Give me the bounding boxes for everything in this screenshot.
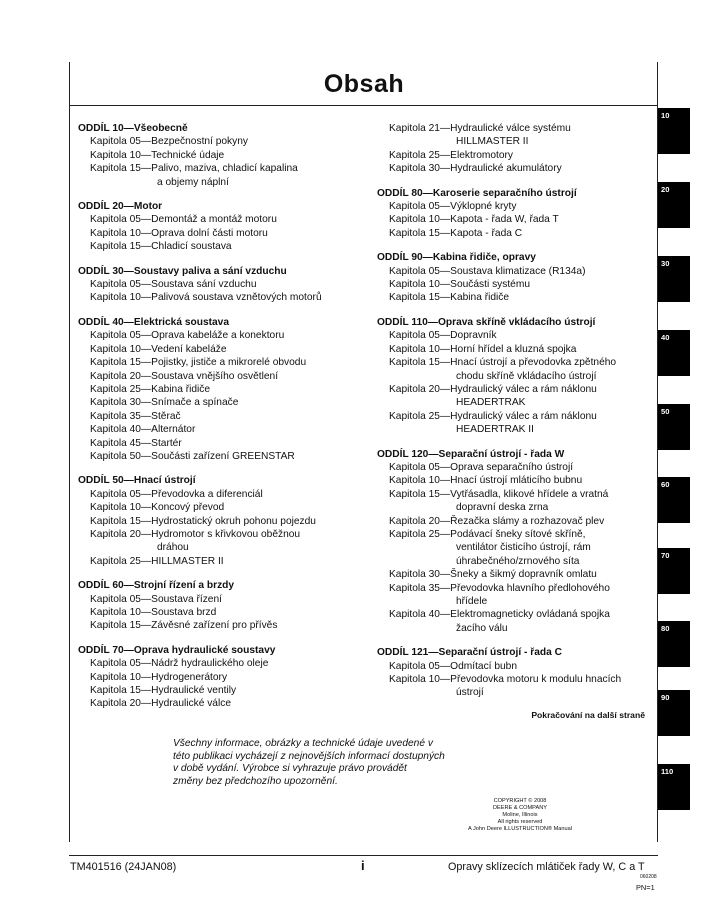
section-tab-110: 110 [658, 764, 690, 810]
chapter-label: Kapitola 05—Převodovka a diferenciál [90, 488, 263, 500]
chapter-entry [78, 291, 368, 304]
manual-title: Opravy sklízecích mlátiček řady W, C a T [448, 861, 645, 873]
toc-section [78, 316, 368, 463]
section-title: ODDÍL 90—Kabina řidiče, opravy [377, 252, 536, 264]
chapter-entry [377, 383, 657, 410]
chapter-label: Kapitola 15—Závěsné zařízení pro přívěs [90, 620, 278, 632]
chapter-entry [377, 213, 657, 226]
chapter-label: Kapitola 25—HILLMASTER II [90, 555, 224, 567]
left-border-line [69, 62, 70, 842]
chapter-label: Kapitola 25—Podávací šneky sítové skříně, [389, 528, 586, 540]
disclaimer-line: v době vydání. Výrobce si vyhrazuje právo provádět [173, 763, 407, 775]
chapter-label: Kapitola 10—Koncový převod [90, 502, 225, 514]
section-title: ODDÍL 40—Elektrická soustava [78, 316, 229, 328]
chapter-entry [78, 555, 368, 568]
footer-code: 060208 [640, 874, 657, 880]
chapter-label: Kapitola 10—Palivová soustava vznětových motorů [90, 292, 322, 304]
chapter-label: Kapitola 15—Kabina řidiče [389, 292, 510, 304]
chapter-entry [377, 227, 657, 240]
chapter-entry [78, 135, 368, 148]
copyright-line: Moline, Illinois [502, 812, 538, 818]
toc-left-column [78, 122, 368, 722]
copyright-block [420, 798, 620, 833]
copyright-line: COPYRIGHT © 2008 [493, 798, 547, 804]
chapter-entry [78, 343, 368, 356]
chapter-label: Kapitola 05—Výklopné kryty [389, 201, 517, 213]
chapter-entry [377, 608, 657, 635]
toc-section [78, 200, 368, 254]
page-number: i [361, 858, 365, 873]
toc-section [78, 579, 368, 633]
chapter-label: Kapitola 05—Soustava sání vzduchu [90, 279, 257, 291]
chapter-label: Kapitola 25—Hydraulický válec a rám náklonu [389, 410, 597, 422]
chapter-label-continued: ventilátor čisticího ústrojí, rám [456, 542, 591, 554]
chapter-label-continued: dráhou [157, 542, 189, 554]
section-title: ODDÍL 121—Separační ústrojí - řada C [377, 647, 562, 659]
page-code: PN=1 [636, 883, 655, 892]
chapter-entry [377, 673, 657, 700]
chapter-entry [78, 606, 368, 619]
chapter-label: Kapitola 10—Hydrogenerátory [90, 671, 228, 683]
chapter-entry [78, 396, 368, 409]
toc-section [78, 644, 368, 711]
chapter-label: Kapitola 20—Hydromotor s křivkovou oběžnou [90, 528, 301, 540]
chapter-entry [377, 265, 657, 278]
footer-rule [69, 855, 658, 856]
section-tab-60: 60 [658, 477, 690, 523]
chapter-label: Kapitola 30—Hydraulické akumulátory [389, 163, 562, 175]
chapter-entry [377, 461, 657, 474]
chapter-entry [78, 410, 368, 423]
chapter-entry [377, 356, 657, 383]
disclaimer [173, 738, 503, 788]
toc-section [377, 122, 657, 176]
disclaimer-line: změny bez předchozího upozornění. [173, 775, 338, 787]
chapter-entry [78, 488, 368, 501]
section-title: ODDÍL 10—Všeobecně [78, 123, 188, 134]
section-tab-50: 50 [658, 404, 690, 450]
toc-section [78, 474, 368, 568]
toc-section [78, 122, 368, 189]
chapter-label: Kapitola 20—Hydraulické válce [90, 698, 231, 710]
chapter-label: Kapitola 10—Hnací ústrojí mláticího bubnu [389, 475, 583, 487]
chapter-label: Kapitola 15—Hydraulické ventily [90, 685, 237, 697]
section-tab-90: 90 [658, 690, 690, 736]
chapter-label-continued: chodu skříně vkládacího ústrojí [456, 370, 597, 382]
chapter-label: Kapitola 40—Alternátor [90, 424, 196, 436]
chapter-entry [78, 370, 368, 383]
chapter-label: Kapitola 05—Soustava řízení [90, 593, 222, 605]
toc-section [377, 316, 657, 437]
copyright-line: All rights reserved [497, 819, 543, 825]
section-title: ODDÍL 60—Strojní řízení a brzdy [78, 580, 235, 592]
page-title: Obsah [323, 70, 405, 98]
chapter-entry [78, 619, 368, 632]
chapter-label: Kapitola 10—Kapota - řada W, řada T [389, 214, 559, 226]
chapter-label: Kapitola 05—Bezpečnostní pokyny [90, 136, 249, 148]
chapter-entry [78, 515, 368, 528]
copyright-line: DEERE & COMPANY [493, 805, 547, 811]
chapter-entry [78, 450, 368, 463]
chapter-entry [78, 437, 368, 450]
chapter-entry [78, 593, 368, 606]
chapter-entry [377, 162, 657, 175]
chapter-label-continued: dopravní deska zrna [456, 502, 549, 514]
chapter-entry [377, 515, 657, 528]
chapter-label: Kapitola 15—Hydrostatický okruh pohonu pojezdu [90, 515, 316, 527]
chapter-label: Kapitola 35—Převodovka hlavního předlohového [389, 582, 610, 594]
copyright-line: A John Deere ILLUSTRUCTION® Manual [468, 826, 572, 832]
toc-right-column [377, 122, 657, 722]
chapter-label: Kapitola 20—Soustava vnějšího osvětlení [90, 370, 279, 382]
chapter-entry [78, 356, 368, 369]
chapter-entry [377, 122, 657, 149]
chapter-label-continued: ústrojí [456, 687, 484, 699]
chapter-label: Kapitola 05—Nádrž hydraulického oleje [90, 658, 269, 670]
toc-section [78, 265, 368, 305]
chapter-entry [377, 528, 657, 568]
chapter-entry [377, 291, 657, 304]
chapter-entry [78, 162, 368, 189]
chapter-label-continued: HEADERTRAK II [456, 424, 534, 436]
chapter-entry [78, 671, 368, 684]
chapter-entry [78, 149, 368, 162]
chapter-label: Kapitola 05—Oprava separačního ústrojí [389, 461, 574, 473]
chapter-entry [377, 568, 657, 581]
section-title: ODDÍL 110—Oprava skříně vkládacího ústrojí [377, 316, 596, 328]
chapter-entry [78, 657, 368, 670]
chapter-entry [377, 200, 657, 213]
chapter-label-continued: HEADERTRAK [456, 397, 526, 409]
chapter-label: Kapitola 15—Kapota - řada C [389, 227, 523, 239]
chapter-entry [78, 501, 368, 514]
section-title: ODDÍL 120—Separační ústrojí - řada W [377, 448, 565, 460]
section-title: ODDÍL 20—Motor [78, 201, 163, 213]
section-title: ODDÍL 30—Soustavy paliva a sání vzduchu [78, 265, 287, 277]
section-title: ODDÍL 50—Hnací ústrojí [78, 475, 196, 487]
chapter-label: Kapitola 20—Řezačka slámy a rozhazovač plev [389, 515, 605, 527]
chapter-label: Kapitola 10—Technické údaje [90, 149, 225, 161]
section-tab-30: 30 [658, 256, 690, 302]
chapter-label: Kapitola 10—Soustava brzd [90, 607, 217, 618]
chapter-label-continued: HILLMASTER II [456, 136, 529, 148]
chapter-label: Kapitola 10—Oprava dolní části motoru [90, 227, 268, 239]
chapter-label: Kapitola 05—Soustava klimatizace (R134a) [389, 265, 586, 277]
chapter-entry [377, 410, 657, 437]
chapter-label-continued: žacího válu [456, 622, 508, 634]
chapter-label: Kapitola 50—Součásti zařízení GREENSTAR [90, 450, 295, 462]
chapter-label: Kapitola 05—Dopravník [389, 330, 497, 342]
continued-note: Pokračování na další straně [531, 709, 645, 720]
chapter-entry [377, 329, 657, 342]
chapter-label: Kapitola 15—Hnací ústrojí a převodovka zpětného [389, 357, 617, 369]
chapter-entry [377, 474, 657, 487]
chapter-entry [78, 528, 368, 555]
section-tab-70: 70 [658, 548, 690, 594]
toc-section [377, 187, 657, 241]
chapter-label: Kapitola 45—Startér [90, 437, 182, 449]
chapter-label: Kapitola 20—Hydraulický válec a rám náklonu [389, 383, 597, 395]
section-tab-40: 40 [658, 330, 690, 376]
chapter-entry [78, 684, 368, 697]
chapter-label: Kapitola 21—Hydraulické válce systému [389, 123, 571, 134]
document-id: TM401516 (24JAN08) [70, 861, 177, 873]
chapter-label: Kapitola 05—Odmítací bubn [389, 660, 517, 672]
chapter-label: Kapitola 10—Převodovka motoru k modulu hnacích [389, 674, 622, 686]
chapter-entry [78, 383, 368, 396]
chapter-entry [377, 488, 657, 515]
chapter-label: Kapitola 25—Kabina řidiče [90, 383, 211, 395]
section-tab-80: 80 [658, 621, 690, 667]
chapter-label: Kapitola 30—Šneky a šikmý dopravník omlatu [389, 569, 597, 581]
chapter-entry [377, 343, 657, 356]
chapter-entry [377, 278, 657, 291]
chapter-label: Kapitola 25—Elektromotory [389, 149, 514, 161]
chapter-label: Kapitola 30—Snímače a spínače [90, 397, 239, 409]
chapter-label: Kapitola 15—Chladicí soustava [90, 241, 232, 253]
chapter-entry [78, 697, 368, 710]
chapter-entry [377, 660, 657, 673]
chapter-entry [78, 240, 368, 253]
chapter-entry [78, 213, 368, 226]
disclaimer-line: Všechny informace, obrázky a technické údaje uvedené v [173, 738, 433, 749]
chapter-label: Kapitola 10—Součásti systému [389, 279, 530, 291]
chapter-label: Kapitola 10—Horní hřídel a kluzná spojka [389, 343, 577, 355]
chapter-label-continued: a objemy náplní [157, 176, 229, 188]
toc-section [377, 646, 657, 700]
chapter-entry [78, 423, 368, 436]
section-tab-20: 20 [658, 182, 690, 228]
chapter-entry [78, 278, 368, 291]
chapter-label: Kapitola 15—Vytřásadla, klikové hřídele a vratná [389, 488, 609, 500]
chapter-label: Kapitola 10—Vedení kabeláže [90, 343, 227, 355]
chapter-label: Kapitola 05—Demontáž a montáž motoru [90, 214, 277, 226]
section-tab-10: 10 [658, 108, 690, 154]
disclaimer-line: této publikaci vycházejí z nejnovějších informací dostupných [173, 750, 445, 762]
chapter-entry [377, 582, 657, 609]
title-rule [69, 105, 658, 106]
section-title: ODDÍL 70—Oprava hydraulické soustavy [78, 644, 276, 656]
section-title: ODDÍL 80—Karoserie separačního ústrojí [377, 187, 577, 199]
chapter-label: Kapitola 05—Oprava kabeláže a konektoru [90, 330, 285, 342]
chapter-entry [78, 227, 368, 240]
toc-section [377, 448, 657, 636]
chapter-entry [377, 149, 657, 162]
chapter-label-continued: úhrabečného/zrnového síta [456, 555, 580, 567]
chapter-label: Kapitola 35—Stěrač [90, 410, 181, 422]
chapter-label-continued: hřídele [456, 596, 488, 607]
chapter-label: Kapitola 40—Elektromagneticky ovládaná spojka [389, 609, 610, 621]
toc-section [377, 251, 657, 305]
chapter-entry [78, 329, 368, 342]
chapter-label: Kapitola 15—Pojistky, jističe a mikrorelé obvodu [90, 357, 307, 369]
chapter-label: Kapitola 15—Palivo, maziva, chladicí kapalina [90, 163, 298, 175]
